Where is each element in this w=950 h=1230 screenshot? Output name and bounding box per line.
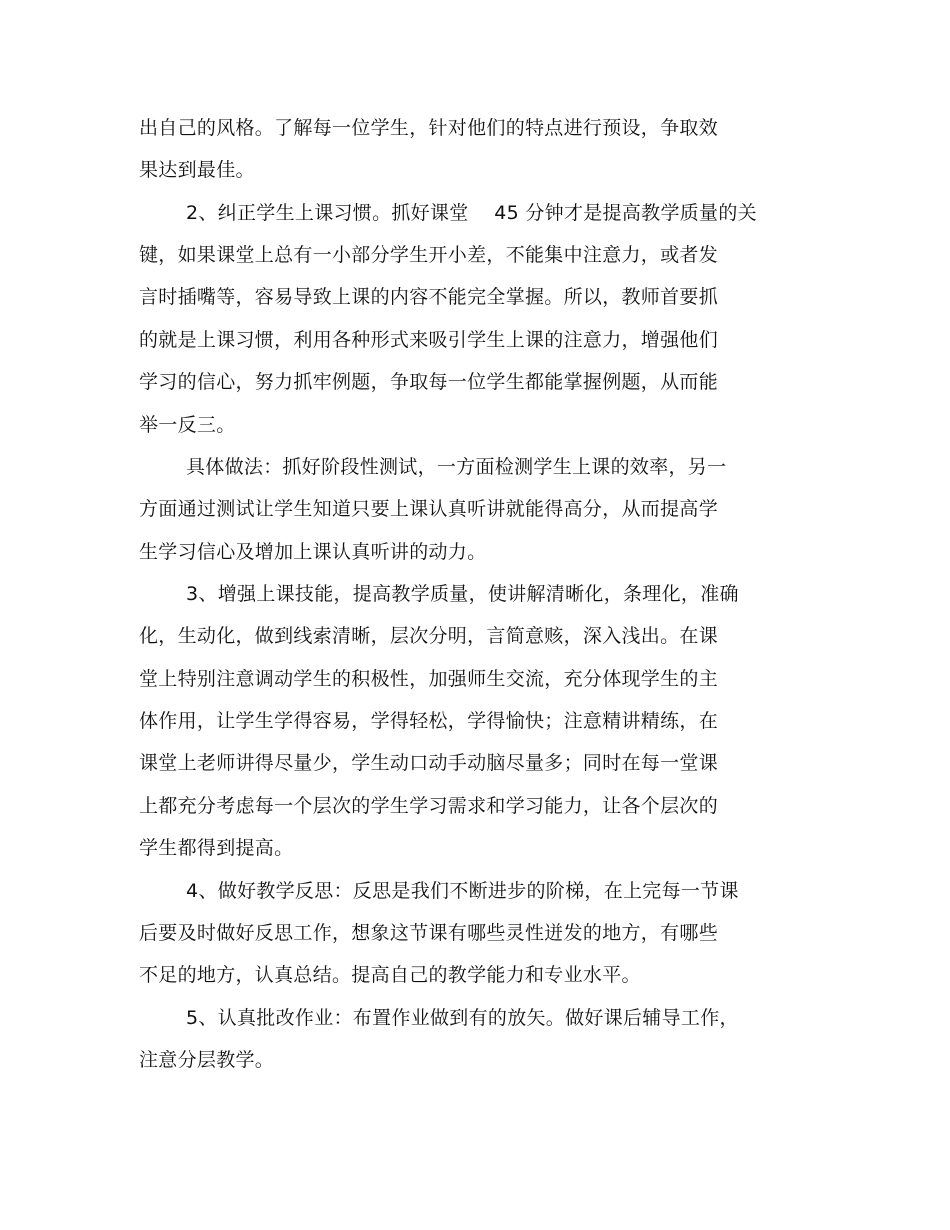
text-line: 2、纠正学生上课习惯。抓好课堂 45 分钟才是提高教学质量的关: [186, 202, 757, 224]
text-line: 5、认真批改作业：布置作业做到有的放矢。做好课后辅导工作，: [186, 1007, 739, 1029]
text-line: 举一反三。: [139, 414, 236, 436]
text-line: 方面通过测试让学生知道只要上课认真听讲就能得高分，从而提高学: [139, 498, 719, 520]
text-line: 不足的地方，认真总结。提高自己的教学能力和专业水平。: [139, 964, 641, 986]
text-line: 体作用，让学生学得容易，学得轻松，学得愉快；注意精讲精练，在: [139, 710, 719, 732]
text-line: 果达到最佳。: [139, 159, 255, 181]
text-line: 上都充分考虑每一个层次的学生学习需求和学习能力，让各个层次的: [139, 795, 719, 817]
text-line: 化，生动化，做到线索清晰，层次分明，言简意赅，深入浅出。在课: [139, 625, 719, 647]
text-line: 生学习信心及增加上课认真听讲的动力。: [139, 541, 487, 563]
text-line: 出自己的风格。了解每一位学生，针对他们的特点进行预设，争取效: [139, 117, 719, 139]
text-line: 的就是上课习惯，利用各种形式来吸引学生上课的注意力，增强他们: [139, 329, 719, 351]
text-line: 学生都得到提高。: [139, 837, 294, 859]
text-line: 4、做好教学反思：反思是我们不断进步的阶梯，在上完每一节课: [186, 880, 739, 902]
text-line: 后要及时做好反思工作，想象这节课有哪些灵性迸发的地方，有哪些: [139, 922, 719, 944]
text-line: 课堂上老师讲得尽量少，学生动口动手动脑尽量多；同时在每一堂课: [139, 752, 719, 774]
text-line: 言时插嘴等，容易导致上课的内容不能完全掌握。所以，教师首要抓: [139, 286, 719, 308]
text-line: 具体做法：抓好阶段性测试，一方面检测学生上课的效率，另一: [186, 456, 727, 478]
text-line: 键，如果课堂上总有一小部分学生开小差，不能集中注意力，或者发: [139, 244, 719, 266]
text-line: 注意分层教学。: [139, 1049, 275, 1071]
text-line: 堂上特别注意调动学生的积极性，加强师生交流，充分体现学生的主: [139, 668, 719, 690]
text-line: 学习的信心，努力抓牢例题，争取每一位学生都能掌握例题，从而能: [139, 371, 719, 393]
text-line: 3、增强上课技能，提高教学质量，使讲解清晰化，条理化，准确: [186, 583, 739, 605]
